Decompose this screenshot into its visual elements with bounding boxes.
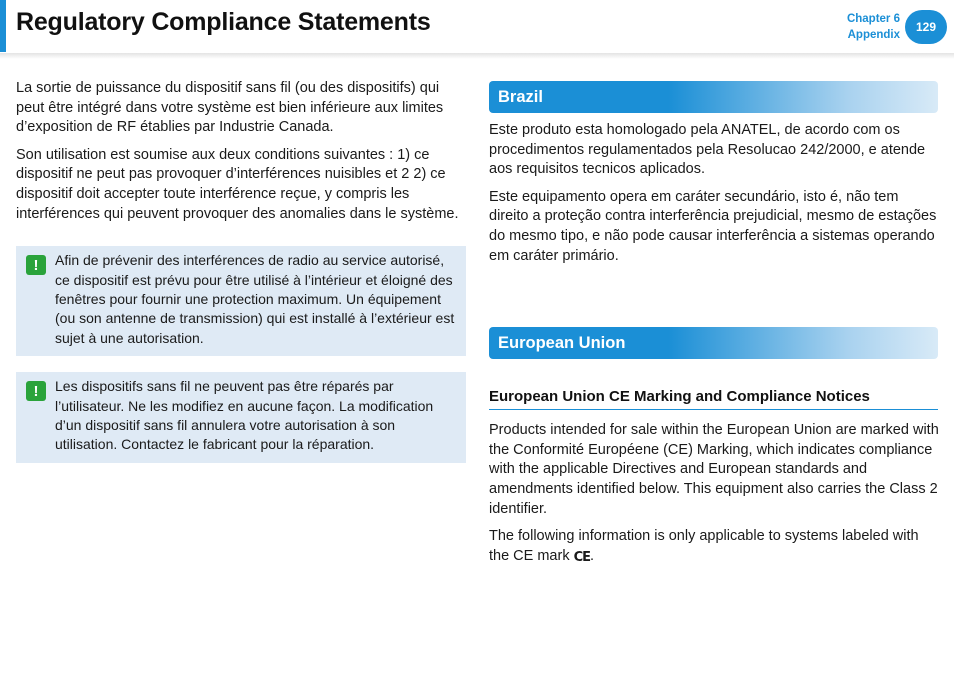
section-heading-brazil: Brazil xyxy=(489,81,938,113)
page-number-badge: 129 xyxy=(905,10,947,44)
section-heading-eu: European Union xyxy=(489,327,938,359)
eu-paragraph-2-end: . xyxy=(590,547,595,564)
caution-note-2-text: Les dispositifs sans fil ne peuvent pas être réparés par l’utilisateur. Ne les modifiez en aucune façon. La modification d’un dispositif sans fil annulera votre autorisation à son utilisation. Contactez le fabricant pour la réparation. xyxy=(55,378,434,453)
ce-mark-icon: CE xyxy=(573,549,591,565)
header-accent-bar xyxy=(0,0,6,52)
chapter-section: Appendix xyxy=(847,29,900,41)
brazil-paragraph-2: Este equipamento opera em caráter secundário, isto é, não tem direito a proteção contra interferência prejudicial, mesmo de estações do mesmo tipo, e não pode causar interferência a sistemas operando em caráter primário. xyxy=(489,188,937,264)
chapter-label xyxy=(847,11,900,43)
ic-paragraph-1: La sortie de puissance du dispositif sans fil (ou des dispositifs) qui peut être intégré dans votre système est bien inférieure aux limites d’exposition de RF établies par Industrie Canada. xyxy=(16,80,444,136)
chapter-number: Chapter 6 xyxy=(846,13,900,25)
ic-paragraph-2: Son utilisation est soumise aux deux conditions suivantes : 1) ce dispositif ne peut pas provoquer d’interférences nuisibles et 2 2) ce dispositif doit accepter toute interférence reçue, y compris les interférences qui peuvent provoquer des anomalies dans le système. xyxy=(16,146,459,222)
caution-note-1-text: Afin de prévenir des interférences de radio au service autorisé, ce dispositif est prévu pour être utilisé à l’intérieur et éloigné des fenêtres pour fournir une protection maximum. Un équipement (ou son antenne de transmission) qui est installé à l’extérieur est sujet à une autorisation. xyxy=(55,252,455,346)
caution-note-2 xyxy=(16,372,466,463)
left-column xyxy=(16,79,466,463)
eu-paragraph-2 xyxy=(489,527,939,567)
header-divider xyxy=(0,53,954,59)
eu-paragraph-2-text: The following information is only applicable to systems labeled with the CE mark xyxy=(489,528,919,564)
eu-paragraph-1: Products intended for sale within the European Union are marked with the Conformité Européene (CE) Marking, which indicates compliance with the applicable Directives and European standards and amendments identified below. This equipment also carries the Class 2 identifier. xyxy=(489,422,939,517)
right-column xyxy=(489,81,939,575)
page-title: Regulatory Compliance Statements xyxy=(16,8,431,36)
eu-subheading: European Union CE Marking and Compliance Notices xyxy=(489,388,938,410)
caution-icon: ! xyxy=(26,381,46,401)
caution-note-1 xyxy=(16,246,466,356)
brazil-paragraph-1: Este produto esta homologado pela ANATEL, de acordo com os procedimentos regulamentados pela Resolucao 242/2000, e atende aos requisitos tecnicos aplicados. xyxy=(489,122,926,178)
caution-icon: ! xyxy=(26,255,46,275)
